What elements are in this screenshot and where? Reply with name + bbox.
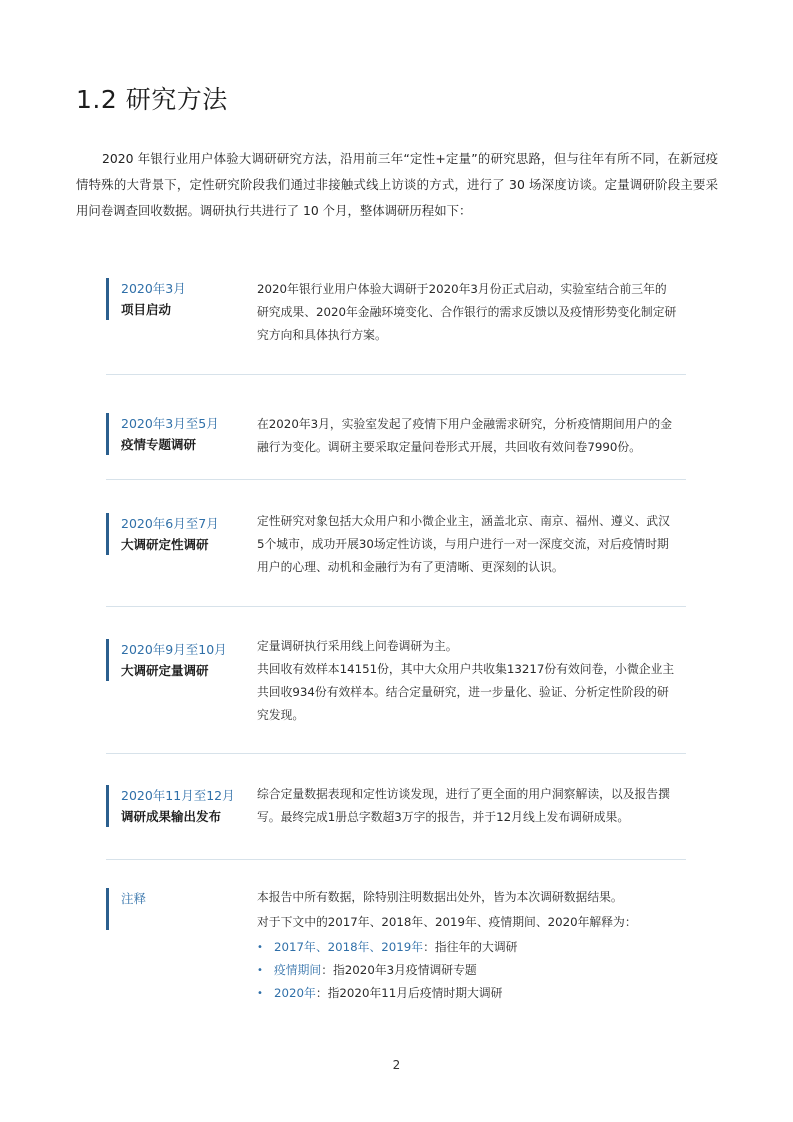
timeline-label	[106, 785, 235, 827]
timeline-date: 2020年11月至12月	[121, 788, 235, 803]
note-title: 注释	[121, 891, 147, 906]
note-explanation: ：指2020年3月疫情调研专题	[321, 963, 477, 977]
note-term: 疫情期间	[274, 963, 322, 977]
timeline-row	[106, 268, 686, 375]
note-row	[106, 860, 686, 1020]
timeline-label	[106, 639, 227, 681]
note-bullet-item	[257, 982, 677, 1005]
description-paragraph: 综合定量数据表现和定性访谈发现，进行了更全面的用户洞察解读，以及报告撰写。最终完成1册总字数超3万字的报告，并于12月线上发布调研成果。	[257, 787, 670, 824]
bullet-dot-icon: •	[257, 988, 263, 999]
timeline-date: 2020年3月至5月	[121, 416, 219, 431]
timeline-phase: 调研成果输出发布	[121, 809, 222, 824]
description-paragraph: 共回收有效样本14151份，其中大众用户共收集13217份有效问卷，小微企业主共回收934份有效样本。结合定量研究，进一步量化、验证、分析定性阶段的研究发现。	[257, 662, 675, 722]
bullet-dot-icon: •	[257, 965, 263, 976]
note-term: 2020年	[274, 986, 316, 1000]
timeline-description	[257, 783, 677, 829]
note-term: 2017年、2018年、2019年	[274, 940, 424, 954]
note-line: 对于下文中的2017年、2018年、2019年、疫情期间、2020年解释为：	[257, 915, 637, 929]
timeline-row	[106, 607, 686, 754]
timeline-phase: 大调研定性调研	[121, 537, 209, 552]
timeline-label	[106, 513, 219, 555]
description-paragraph: 定性研究对象包括大众用户和小微企业主，涵盖北京、南京、福州、遵义、武汉5个城市，成功开展30场定性访谈，与用户进行一对一深度交流，对后疫情时期用户的心理、动机和金融行为有了更清晰、更深刻的认识。	[257, 514, 670, 574]
timeline-date: 2020年6月至7月	[121, 516, 219, 531]
description-paragraph: 2020年银行业用户体验大调研于2020年3月份正式启动，实验室结合前三年的研究成果、2020年金融环境变化、合作银行的需求反馈以及疫情形势变化制定研究方向和具体执行方案。	[257, 282, 677, 342]
timeline-description	[257, 278, 677, 347]
timeline-row	[106, 754, 686, 860]
bullet-dot-icon: •	[257, 942, 263, 953]
note-bullet-item	[257, 959, 677, 982]
description-paragraph: 在2020年3月，实验室发起了疫情下用户金融需求研究，分析疫情期间用户的金融行为变化。调研主要采取定量问卷形式开展，共回收有效问卷7990份。	[257, 417, 673, 454]
intro-paragraph: 2020 年银行业用户体验大调研研究方法，沿用前三年“定性+定量”的研究思路，但与往年有所不同，在新冠疫情特殊的大背景下，定性研究阶段我们通过非接触式线上访谈的方式，进行了 30 场深度访谈。定量调研阶段主要采用问卷调查回收数据。调研执行共进行了 10 个月，整体调研历程如下：	[76, 151, 718, 218]
note-line: 本报告中所有数据，除特别注明数据出处外，皆为本次调研数据结果。	[257, 890, 623, 904]
page-number: 2	[392, 1058, 401, 1072]
timeline	[106, 268, 686, 1020]
timeline-date: 2020年9月至10月	[121, 642, 227, 657]
timeline-date: 2020年3月	[121, 281, 186, 296]
timeline-row	[106, 480, 686, 607]
timeline-phase: 项目启动	[121, 302, 172, 317]
timeline-description	[257, 413, 677, 459]
timeline-description	[257, 510, 677, 579]
note-explanation: ：指2020年11月后疫情时期大调研	[315, 986, 503, 1000]
description-paragraph: 定量调研执行采用线上问卷调研为主。	[257, 639, 458, 653]
note-bullet-list	[257, 936, 677, 1005]
note-explanation: ：指往年的大调研	[423, 940, 518, 954]
timeline-phase: 疫情专题调研	[121, 437, 197, 452]
timeline-phase: 大调研定量调研	[121, 663, 209, 678]
timeline-label	[106, 413, 219, 455]
note-bullet-item	[257, 936, 677, 959]
section-title: 1.2 研究方法	[76, 85, 228, 114]
timeline-row	[106, 375, 686, 480]
timeline-description	[257, 635, 677, 727]
timeline-label	[106, 278, 186, 320]
note-content	[257, 886, 677, 1005]
note-label	[106, 888, 146, 930]
